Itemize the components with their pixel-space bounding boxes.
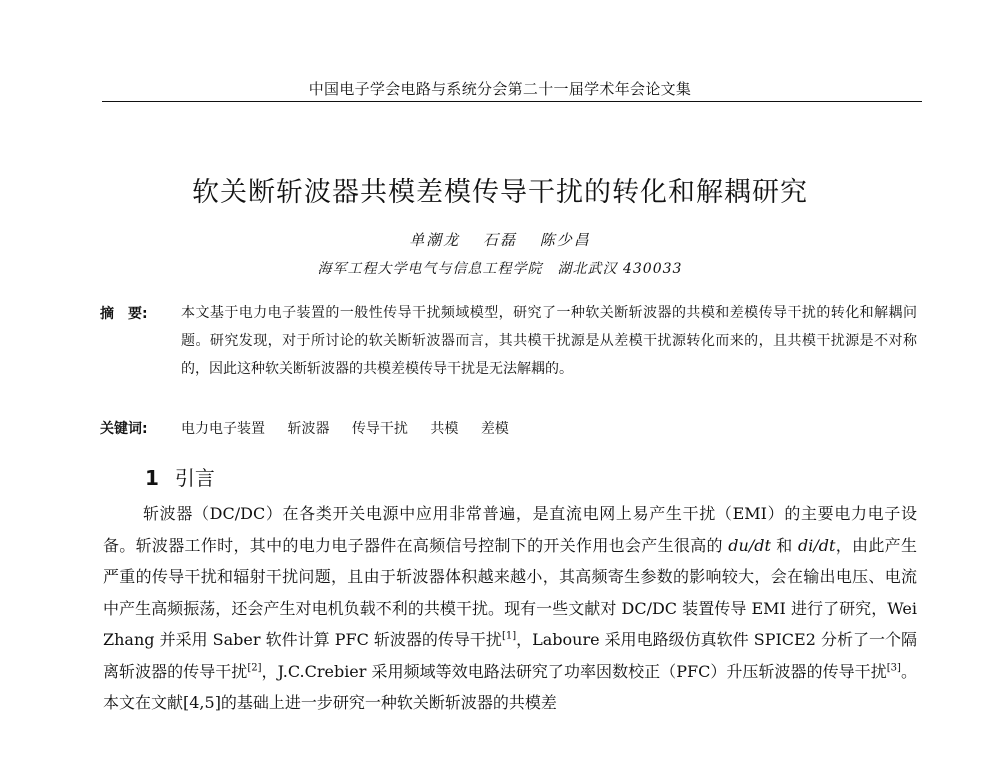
body-paragraph <box>103 498 917 719</box>
keyword: 共模 <box>430 421 459 437</box>
keyword: 差模 <box>480 421 509 437</box>
citation-ref: [2] <box>247 662 262 674</box>
keyword: 电力电子装置 <box>181 421 265 437</box>
keywords-list <box>181 418 527 438</box>
author-name: 陈少昌 <box>539 231 591 249</box>
body-text <box>103 498 917 719</box>
citation-ref: [3] <box>886 662 901 674</box>
text-run: 斩波器（DC/DC）在各类开关电源中应用非常普遍，是直流电网上易产生干扰（EMI）的主要电力电子设备。斩波器工作时，其中的电力电子器件在高频信号控制下的开关作用也会产生很高的 <box>103 504 917 555</box>
running-header: 中国电子学会电路与系统分会第二十一届学术年会论文集 <box>308 80 692 98</box>
section-title: 引言 <box>174 466 215 490</box>
author-name: 石磊 <box>482 231 517 249</box>
section-heading <box>145 462 215 491</box>
header-rule <box>102 101 922 102</box>
keyword: 传导干扰 <box>351 421 408 437</box>
paper-title: 软关断斩波器共模差模传导干扰的转化和解耦研究 <box>192 177 808 208</box>
text-run: 和 <box>770 535 798 555</box>
abstract-label: 摘 要: <box>100 306 148 322</box>
section-number: 1 <box>145 466 159 490</box>
abstract-text: 本文基于电力电子装置的一般性传导干扰频域模型，研究了一种软关断斩波器的共模和差模传导干扰的转化和解耦问题。研究发现，对于所讨论的软关断斩波器而言，其共模干扰源是从差模干扰源转化而来的，且共模干扰源是不对称的，因此这种软关断斩波器的共模差模传导干扰是无法解耦的。 <box>181 305 917 377</box>
affiliation: 海军工程大学电气与信息工程学院 湖北武汉 430033 <box>317 261 683 277</box>
text-run: ，Laboure 采用电路级仿真软件 SPICE2 分析了一个隔离斩波器的传导干扰 <box>103 630 917 681</box>
author-list <box>0 229 1000 250</box>
text-run: 。本文在文献[4,5]的基础上进一步研究一种软关断斩波器的共模差 <box>103 661 917 712</box>
author-name: 单潮龙 <box>409 231 461 249</box>
keyword: 斩波器 <box>287 421 330 437</box>
keywords-label: 关键词: <box>100 421 148 437</box>
text-run: ，J.C.Crebier 采用频域等效电路法研究了功率因数校正（PFC）升压斩波器的传导干扰 <box>261 661 887 681</box>
citation-ref: [1] <box>501 630 517 642</box>
math-didt: di/dt <box>797 535 836 555</box>
text-run: ，由此产生严重的传导干扰和辐射干扰问题，且由于斩波器体积越来越小，其高频寄生参数的影响较大，会在输出电压、电流中产生高频振荡，还会产生对电机负载不利的共模干扰。现有一些文献对 DC/DC 装置传导 EMI 进行了研究，Wei Zhang 并采用 Saber 软件计算 PFC 斩波器的传导干扰 <box>103 535 917 649</box>
math-dudt: du/dt <box>728 535 771 555</box>
